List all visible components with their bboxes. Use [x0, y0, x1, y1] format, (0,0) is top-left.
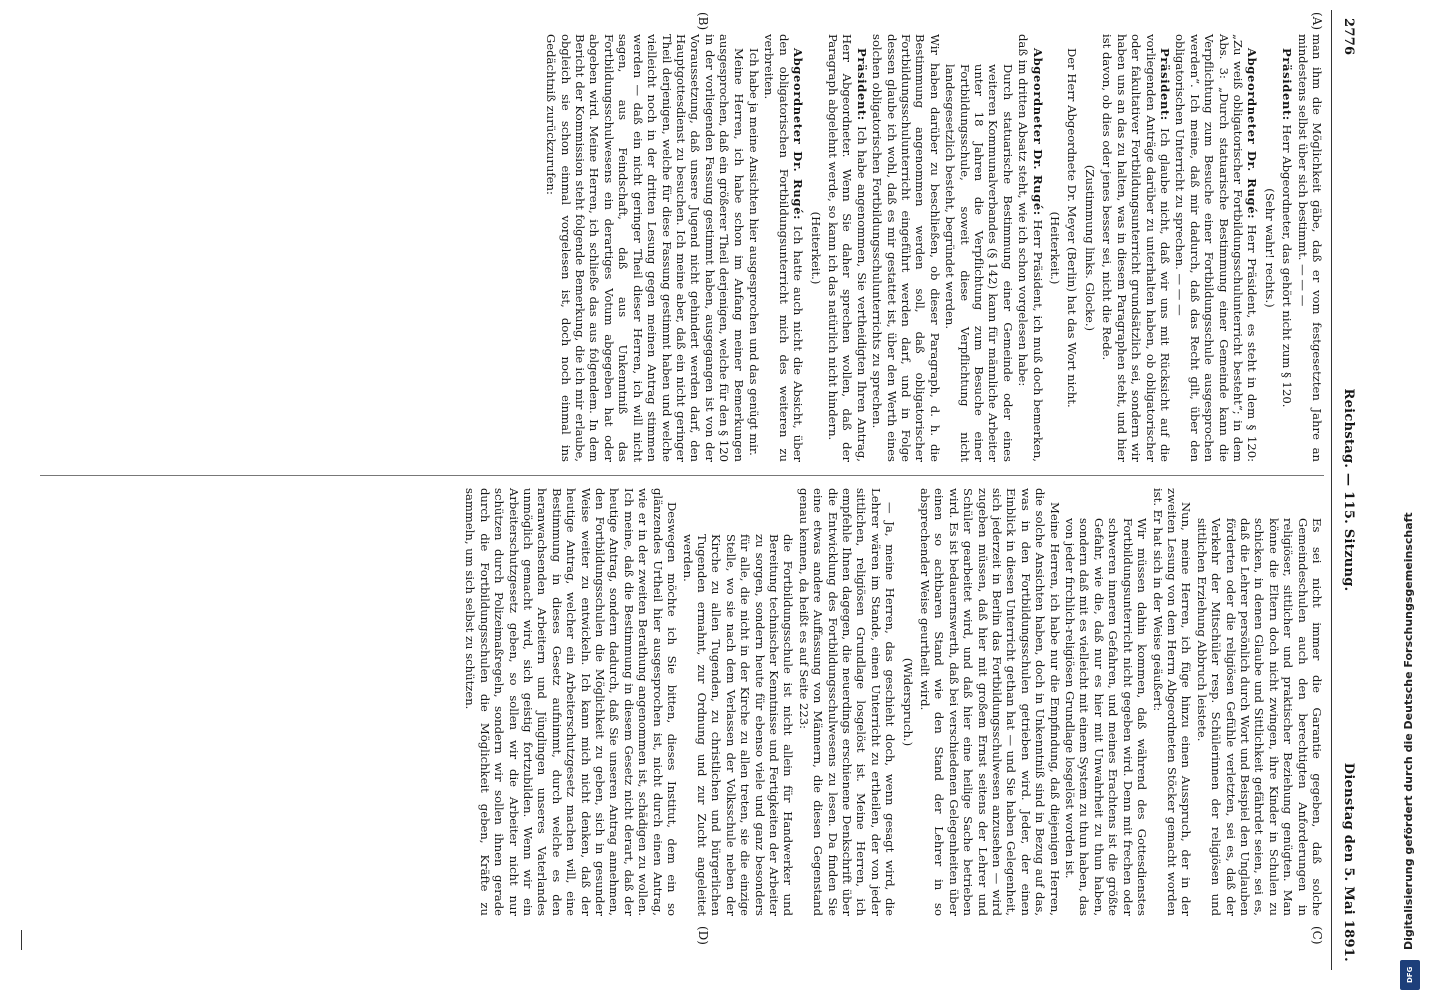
paragraph-text: Der Herr Abgeordnete Dr. Meyer (Berlin) hat das Wort nicht. [1065, 48, 1080, 408]
paragraph-text: Meine Herren, ich habe nur die Empfindung, daß diejenigen Herren, die solche Ansichten haben, doch in Unkenntniß sind in Bezug auf das, was in den Fortbildungsschulen getrieben wird. Jeder, der einen Einblick in diesen Unterricht gethan hat — und Sie haben Gelegenheit, sich jederzeit in Berlin das Fortbildungsschulwesen anzusehen — wird zugeben müssen, daß hier mit großem Ernst seitens der Lehrer und Schüler gearbeitet wird, und daß hier eine heilige Sache betrieben wird. Es ist bedauernswerth, daß bei verschiedenen Gelegenheiten über einen so achtbaren Stand wie den Stand der Lehrer in so absprechender Weise geurtheilt wird. [918, 488, 1062, 916]
text-paragraph [680, 488, 795, 916]
interjection [1262, 34, 1276, 462]
speech-paragraph [826, 34, 869, 462]
paragraph-text: Deswegen möchte ich Sie bitten, dieses Institut, dem ein so glänzendes Urtheil hier ausgesprochen ist, nicht durch einen Antrag, wie er in der zweiten Berathung angenommen ist, schädigen zu wollen. Ich meine, daß die Bestimmung in diesem Gesetz nicht derart, daß der heutige Antrag, sondern dadurch, daß Sie unseren Antrag annehmen, den Fortbildungsschulen die Möglichkeit zu geben, sich in gesunder Weise weiter zu entwickeln. Ich kann mich nicht denken, daß der heutige Antrag, welcher ein Arbeiterschutzgesetz machen will, eine Bestimmung in dieses Gesetz aufnimmt, durch welche es den heranwachsenden Arbeitern und Jünglingen unseres Vaterlandes unmöglich gemacht wird, sich geistig fortzubilden. Wenn wir ein Arbeiterschutzgesetz geben, so sollen wir die Arbeiter nicht nur schützen durch Polizeimaßregeln, sondern wir sollen ihnen gerade durch die Fortbildungsschulen die Möglichkeit geben, Kräfte zu sammeln, um sich selbst zu schützen. [463, 488, 680, 916]
text-paragraph [796, 488, 897, 916]
margin-marker-c: (C) [1310, 926, 1324, 945]
interjection [900, 488, 914, 916]
paragraph-text: — Ja, meine Herren, das geschieht doch, wenn gesagt wird, die Lehrer wären im Stande, einen Unterricht zu ertheilen, der von jeder sittlichen, religiösen Grundlage losgelöst ist. Meine Herren, ich empfehle Ihnen dagegen, die neuerdings erschienene Denkschrift über die Entwicklung des Fortbildungsschulwesens zu lesen. Da finden Sie eine etwas andere Auffassung von Männern, die diesen Gegenstand genau kennen, da heißt es auf Seite 223: [796, 488, 898, 916]
right-column [40, 488, 1324, 916]
interjection [1048, 34, 1062, 462]
paragraph-text: man ihm die Möglichkeit gäbe, daß er vom festgesetzten Jahre an mindestens selbst über sich bestimmt. — — — [1295, 34, 1324, 462]
paragraph-text: Herr Präsident, es steht in dem § 120: „Zu weiß obligatorischer Fortbildungsschulunterricht besteht“; in dem Abs. 3: „Durch statuarische Bestimmung einer Gemeinde kann die Verpflichtung zum Besuche einer Fortbildungsschule ausgesprochen werden“. Ich meine, daß mir dadurch, daß das Recht gilt, über den obligatorischen Unterricht zu sprechen. — — — [1173, 34, 1260, 462]
speaker-name: Präsident: [1280, 48, 1295, 121]
paragraph-text: Ich hatte auch nicht die Absicht, über den obligatorischen Fortbildungsunterricht mich des weiteren zu verbreiten. [762, 34, 806, 462]
page-number: 2776 [1341, 18, 1356, 56]
paragraph-text: Nun, meine Herren, ich füge hinzu einen Ausspruch, der in der zweiten Lesung von dem Herrn Abgeordneten Stöcker gemacht worden ist. Er hat sich in der Weise geäußert: [1150, 488, 1194, 916]
text-paragraph [747, 34, 761, 462]
text-paragraph [1295, 34, 1324, 462]
paragraph-text: Wir müssen dahin kommen, daß während des Gottesdienstes Fortbildungsunterricht nicht gegeben wird. Denn mit frechen oder schweren inneren Gefahren, und meines Erachtens ist die größte Gefahr, wie die, daß nur es hier mit Unwahrheit zu thun haben, sondern daß mit es vielleicht mit einem System zu thun haben, das von jeder firchlich-religiösen Grundlage losgelöst worden ist. [1063, 518, 1150, 916]
session-date: Dienstag den 5. Mai 1891. [1341, 762, 1356, 962]
paragraph-text: (Heiterkeit.) [808, 211, 823, 285]
paragraph-text: Meine Herren, ich habe schon im Anfang meiner Bemerkungen ausgesprochen, daß ein größerer Theil derjenigen, welche für den § 120 in der vorliegenden Fassung gestimmt haben, ausgegangen ist von der Voraussetzung, daß unsere Jugend nicht gehindert werden darf, den Hauptgottesdienst zu besuchen. Ich meine aber, daß ein nicht geringer Theil derjenigen, welche für diese Fassung gestimmt haben und welche vielleicht noch in der dritten Lesung gegen meinen Antrag stimmen werden — daß ein nicht geringer Theil dieser Herren, ich will nicht sagen, aus Feindschaft, daß aus Unkenntniß das Fortbildungsschulwesens ein derartiges Votum abgegeben hat oder abgeben wird. Meine Herren, ich schließe das aus folgendem. In dem Bericht der Kommission steht folgende Bemerkung, die ich mir erlaube, obgleich sie schon einmal vorgelesen ist, doch noch einmal ins Gedächtniß zurückzurufen: [544, 34, 746, 462]
text-paragraph [870, 34, 942, 462]
page-title: Reichstag. — 115. Sitzung. [1341, 388, 1356, 592]
text-paragraph [1194, 488, 1324, 916]
left-column [40, 34, 1324, 462]
text-paragraph [1065, 34, 1079, 462]
speaker-name: Präsident: [1157, 48, 1172, 121]
speaker-name: Präsident: [854, 48, 869, 121]
speech-paragraph [1173, 34, 1259, 462]
text-paragraph [544, 34, 746, 462]
speaker-name: Abgeordneter Dr. Rugé: [1030, 48, 1045, 216]
paragraph-text: (Widerspruch.) [900, 657, 915, 747]
speech-paragraph [1100, 34, 1172, 462]
footer-credit: Digitalisierung gefördert durch die Deutsche Forschungsgemeinschaft [1402, 512, 1415, 950]
text-paragraph [943, 34, 1015, 462]
end-rule [21, 930, 22, 950]
speech-paragraph [762, 34, 805, 462]
scanned-page [0, 10, 1360, 970]
paragraph-text: die Fortbildungsschule ist nicht allein für Handwerker und Bereitung technischer Kenntnisse und Fertigkeiten der Arbeiter zu sorgen, sondern heute für ebenso viele und ganz besonders für alle, die nicht in der Kirche zu allen treten, sie die einzige Stelle, wo sie nach dem Verlassen der Volksschule neben der Kirche zu allen Tugenden, zu christlichen und bürgerlichen Tugenden ermahnt, zur Ordnung und zur Zucht angeleitet werden. [680, 534, 796, 916]
paragraph-text: Ich habe angenommen, Sie vertheidigten Ihren Antrag, Herr Abgeordneter. Wenn Sie daher sprechen wollen, daß der Paragraph abgelehnt werde, so kann ich das natürlich nicht hindern. [826, 34, 869, 462]
dfg-logo: DFG [1400, 960, 1420, 990]
paragraph-text: Wir haben darüber zu beschließen, ob dieser Paragraph, d. h. die Bestimmung angenommen werden soll, daß obligatorischer Fortbildungsschulunterricht eingeführt werden darf, und in Folge dessen glaube ich wohl, daß es mir gestattet ist, über den Werth eines solchen obligatorischen Fortbildungsschulunterrichts zu sprechen. [870, 34, 942, 462]
text-paragraph [463, 488, 679, 916]
paragraph-text: Es sei nicht immer die Garantie gegeben, daß solche Gemeindeschulen auch den berechtigten Anforderungen in religiöser, sittlicher und praktischer Beziehung genügten. Man könne die Eltern doch nicht zwingen, ihre Kinder in Schulen zu schicken, in denen Glaube und Sittlichkeit gefährdet seien, sei es, daß die Lehrer persönlich durch Wort und Beispiel den Unglauben förderten oder die religiösen Gefühle verletzten, sei es, daß der Verkehr der Mitschüler resp. Schülerinnen der religiösen und sittlichen Erziehung Abbruch leistete. [1194, 518, 1324, 916]
text-paragraph [1063, 488, 1149, 916]
header-rule [1331, 10, 1332, 970]
interjection [808, 34, 822, 462]
digitization-footer [1388, 160, 1430, 1000]
paragraph-text: (Heiterkeit.) [1048, 211, 1063, 285]
margin-marker-b: (B) [696, 12, 710, 31]
column-divider [40, 475, 1324, 476]
paragraph-text: (Zustimmung links. Glocke.) [1082, 164, 1097, 332]
margin-marker-a: (A) [1310, 12, 1324, 31]
interjection [1083, 34, 1097, 462]
speaker-name: Abgeordneter Dr. Rugé: [791, 48, 806, 220]
paragraph-text: Ich habe ja meine Ansichten hier ausgesprochen und das genügt mir. [746, 48, 761, 456]
page-header [1334, 10, 1360, 970]
paragraph-text: Durch statuarische Bestimmung einer Gemeinde oder eines weiteren Kommunalverbandes (§ 142) kann für männliche Arbeiter unter 18 Jahren die Verpflichtung zum Besuche einer Fortbildungsschule, soweit diese Verpflichtung nicht landesgesetzlich besteht, begründet werden. [943, 64, 1015, 462]
paragraph-text: (Sehr wahr! rechts.) [1262, 188, 1277, 308]
paragraph-text: Herr Präsident, ich muß doch bemerken, daß im dritten Absatz steht, wie ich schon vorgelesen habe: [1016, 34, 1045, 462]
text-paragraph [1150, 488, 1193, 916]
text-paragraph [918, 488, 1062, 916]
speech-paragraph [1280, 34, 1294, 462]
paragraph-text: Herr Abgeordneter, das gehört nicht zum § 120. [1280, 120, 1295, 408]
speech-paragraph [1016, 34, 1045, 462]
paragraph-text: Ich glaube nicht, daß wir uns mit Rücksicht auf die vorliegenden Anträge darüber zu unterhalten haben, ob obligatorischer oder fakultativer Fortbildungsunterricht grundsätzlich sei, sondern wir haben uns an das zu halten, was in diesem Paragraphen steht, und hier ist davon, ob dies oder jenes besser sei, nicht die Rede. [1100, 34, 1172, 462]
margin-marker-d: (D) [696, 926, 710, 945]
speaker-name: Abgeordneter Dr. Rugé: [1245, 48, 1260, 220]
